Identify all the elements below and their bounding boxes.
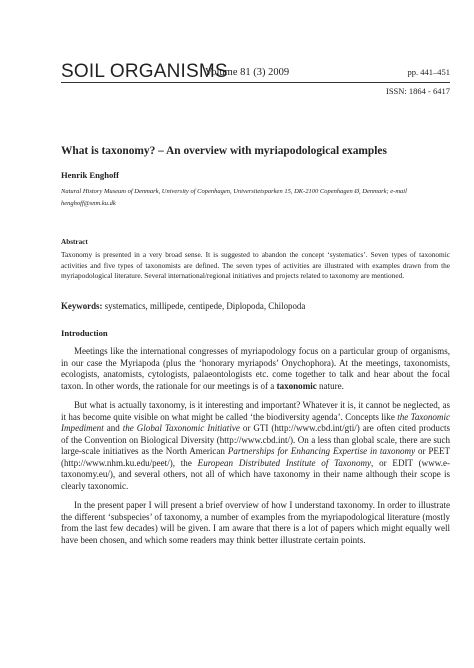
- paragraph: But what is actually taxonomy, is it interesting and important? Whatever it is, it cannot be neglected, as it has become quite visible on what might be called ‘the biodiversity agenda’. Concepts like the Taxonomic Impediment and the Global Taxonomic Initiative or GTI (http://www.cbd.int/gti/) are often cited products of the Convention on Biological Diversity (http://www.cbd.int/). On a less than global scale, there are such large-scale initiatives as the North American Partnerships for Enhancing Expertise in taxonomy or PEET (http://www.nhm.ku.edu/peet/), the European Distributed Institute of Taxonomy, or EDIT (www.e-taxonomy.eu/), and several others, not all of which have taxonomy in their name although their scope is clearly taxonomic.: [61, 400, 450, 491]
- paragraph: In the present paper I will present a brief overview of how I understand taxonomy. In order to illustrate the different ‘subspecies’ of taxonomy, a number of examples from the myriapodological literature (mostly from the last few decades) will be given. I am aware that there is a lot of papers which might equally well have been chosen, and which some readers may think better illustrate certain points.: [61, 500, 450, 545]
- keywords: [61, 301, 305, 311]
- paragraph: Meetings like the international congresses of myriapodology focus on a particular group of organisms, in our case the Myriapoda (plus the ‘honorary myriapods’ Onychophora). At the meetings, taxonomists, ecologists, anatomists, cytologists, palaeontologists etc. come together to talk and hear about the focal taxon. In other words, the rationale for our meetings is of a taxonomic nature.: [61, 346, 450, 391]
- abstract-heading: Abstract: [61, 238, 88, 246]
- article-title: What is taxonomy? – An overview with myriapodological examples: [61, 145, 387, 157]
- abstract-text: Taxonomy is presented in a very broad sense. It is suggested to abandon the concept ‘systematics’. Seven types of taxonomic activities and five types of taxonomists are defined. The seven types of activities are illustrated with examples drawn from the myriapodological literature. Several international/regional initiatives and projects related to taxonomy are mentioned.: [61, 250, 450, 280]
- keywords-list: systematics, millipede, centipede, Diplopoda, Chilopoda: [102, 301, 306, 311]
- volume-info: Volume 81 (3) 2009: [205, 67, 290, 78]
- introduction-body: [61, 346, 450, 554]
- keywords-label: Keywords:: [61, 301, 103, 311]
- introduction-heading: Introduction: [61, 328, 108, 338]
- issn: ISSN: 1864 - 6417: [386, 86, 450, 96]
- header-rule: [61, 82, 450, 83]
- author-name: Henrik Enghoff: [61, 170, 120, 180]
- page-range: pp. 441–451: [407, 67, 450, 77]
- author-affiliation: Natural History Museum of Denmark, University of Copenhagen, Universitetsparken 15, DK-2100 Copenhagen Ø, Denmark; e-mail henghoff@snm.ku.dk: [61, 188, 407, 207]
- journal-title: SOIL ORGANISMS: [61, 61, 228, 82]
